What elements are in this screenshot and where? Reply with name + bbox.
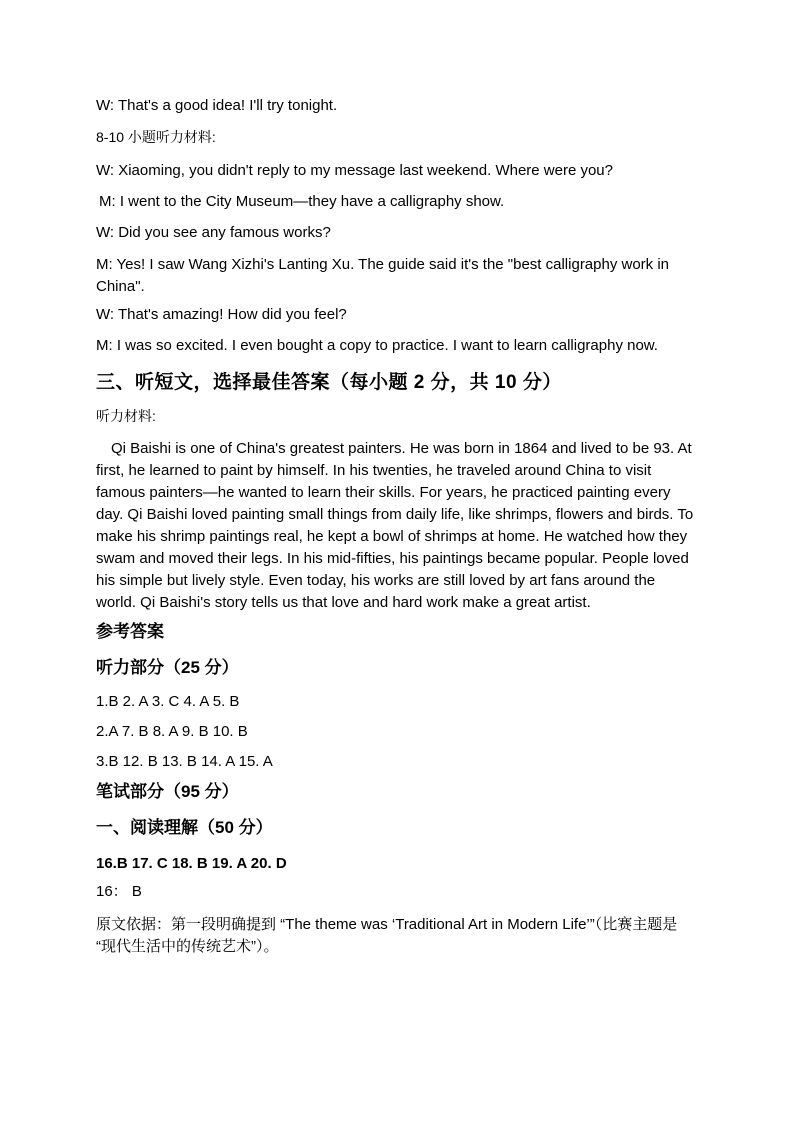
answer-key-title: 参考答案: [96, 622, 164, 641]
written-section-title: 笔试部分（95 分）: [96, 782, 239, 801]
dialogue-line: W: That's amazing! How did you feel?: [96, 306, 347, 323]
document-page: [96, 96, 696, 958]
reading-section-title: 一、阅读理解（50 分）: [96, 818, 273, 837]
answer-row: 2.A 7. B 8. A 9. B 10. B: [96, 723, 248, 740]
dialogue-line: M: I was so excited. I even bought a copy to practice. I want to learn calligraphy now.: [96, 337, 658, 354]
section-3-title: 三、听短文，选择最佳答案（每小题 2 分，共 10 分）: [96, 372, 562, 393]
listening-material-label-8-10: 8-10 小题听力材料:: [96, 129, 216, 145]
answer-row: 1.B 2. A 3. C 4. A 5. B: [96, 693, 240, 710]
listening-section-title: 听力部分（25 分）: [96, 658, 239, 677]
dialogue-line: M: I went to the City Museum—they have a calligraphy show.: [99, 193, 505, 210]
dialogue-line: W: Xiaoming, you didn't reply to my message last weekend. Where were you?: [96, 162, 613, 179]
question-16-basis: 原文依据：第一段明确提到 “The theme was ‘Traditional Art in Modern Life’”（比赛主题是 “现代生活中的传统艺术”）。: [96, 916, 678, 955]
reading-answer-row: 16.B 17. C 18. B 19. A 20. D: [96, 855, 287, 872]
answer-row: 3.B 12. B 13. B 14. A 15. A: [96, 753, 273, 770]
listening-passage: Qi Baishi is one of China's greatest painters. He was born in 1864 and lived to be 93. At first, he learned to paint by himself. In his twenties, he traveled around China to visit famous painters—he wanted to learn their skills. For years, he practiced painting every day. Qi Baishi loved painting small things from daily life, like shrimps, flowers and birds. To make his shrimp paintings real, he kept a bowl of shrimps at home. He watched how they swam and moved their legs. In his mid-fifties, his paintings became popular. People loved his simple but lively style. Even today, his works are still loved by art fans around the world. Qi Baishi's story tells us that love and hard work make a great artist.: [96, 440, 694, 611]
question-16-answer: 16： B: [96, 883, 142, 900]
dialogue-line: M: Yes! I saw Wang Xizhi's Lanting Xu. The guide said it's the "best calligraphy work in China".: [96, 256, 674, 295]
material-label: 听力材料:: [96, 408, 156, 424]
dialogue-line: W: That's a good idea! I'll try tonight.: [96, 97, 338, 114]
dialogue-line: W: Did you see any famous works?: [96, 224, 331, 241]
